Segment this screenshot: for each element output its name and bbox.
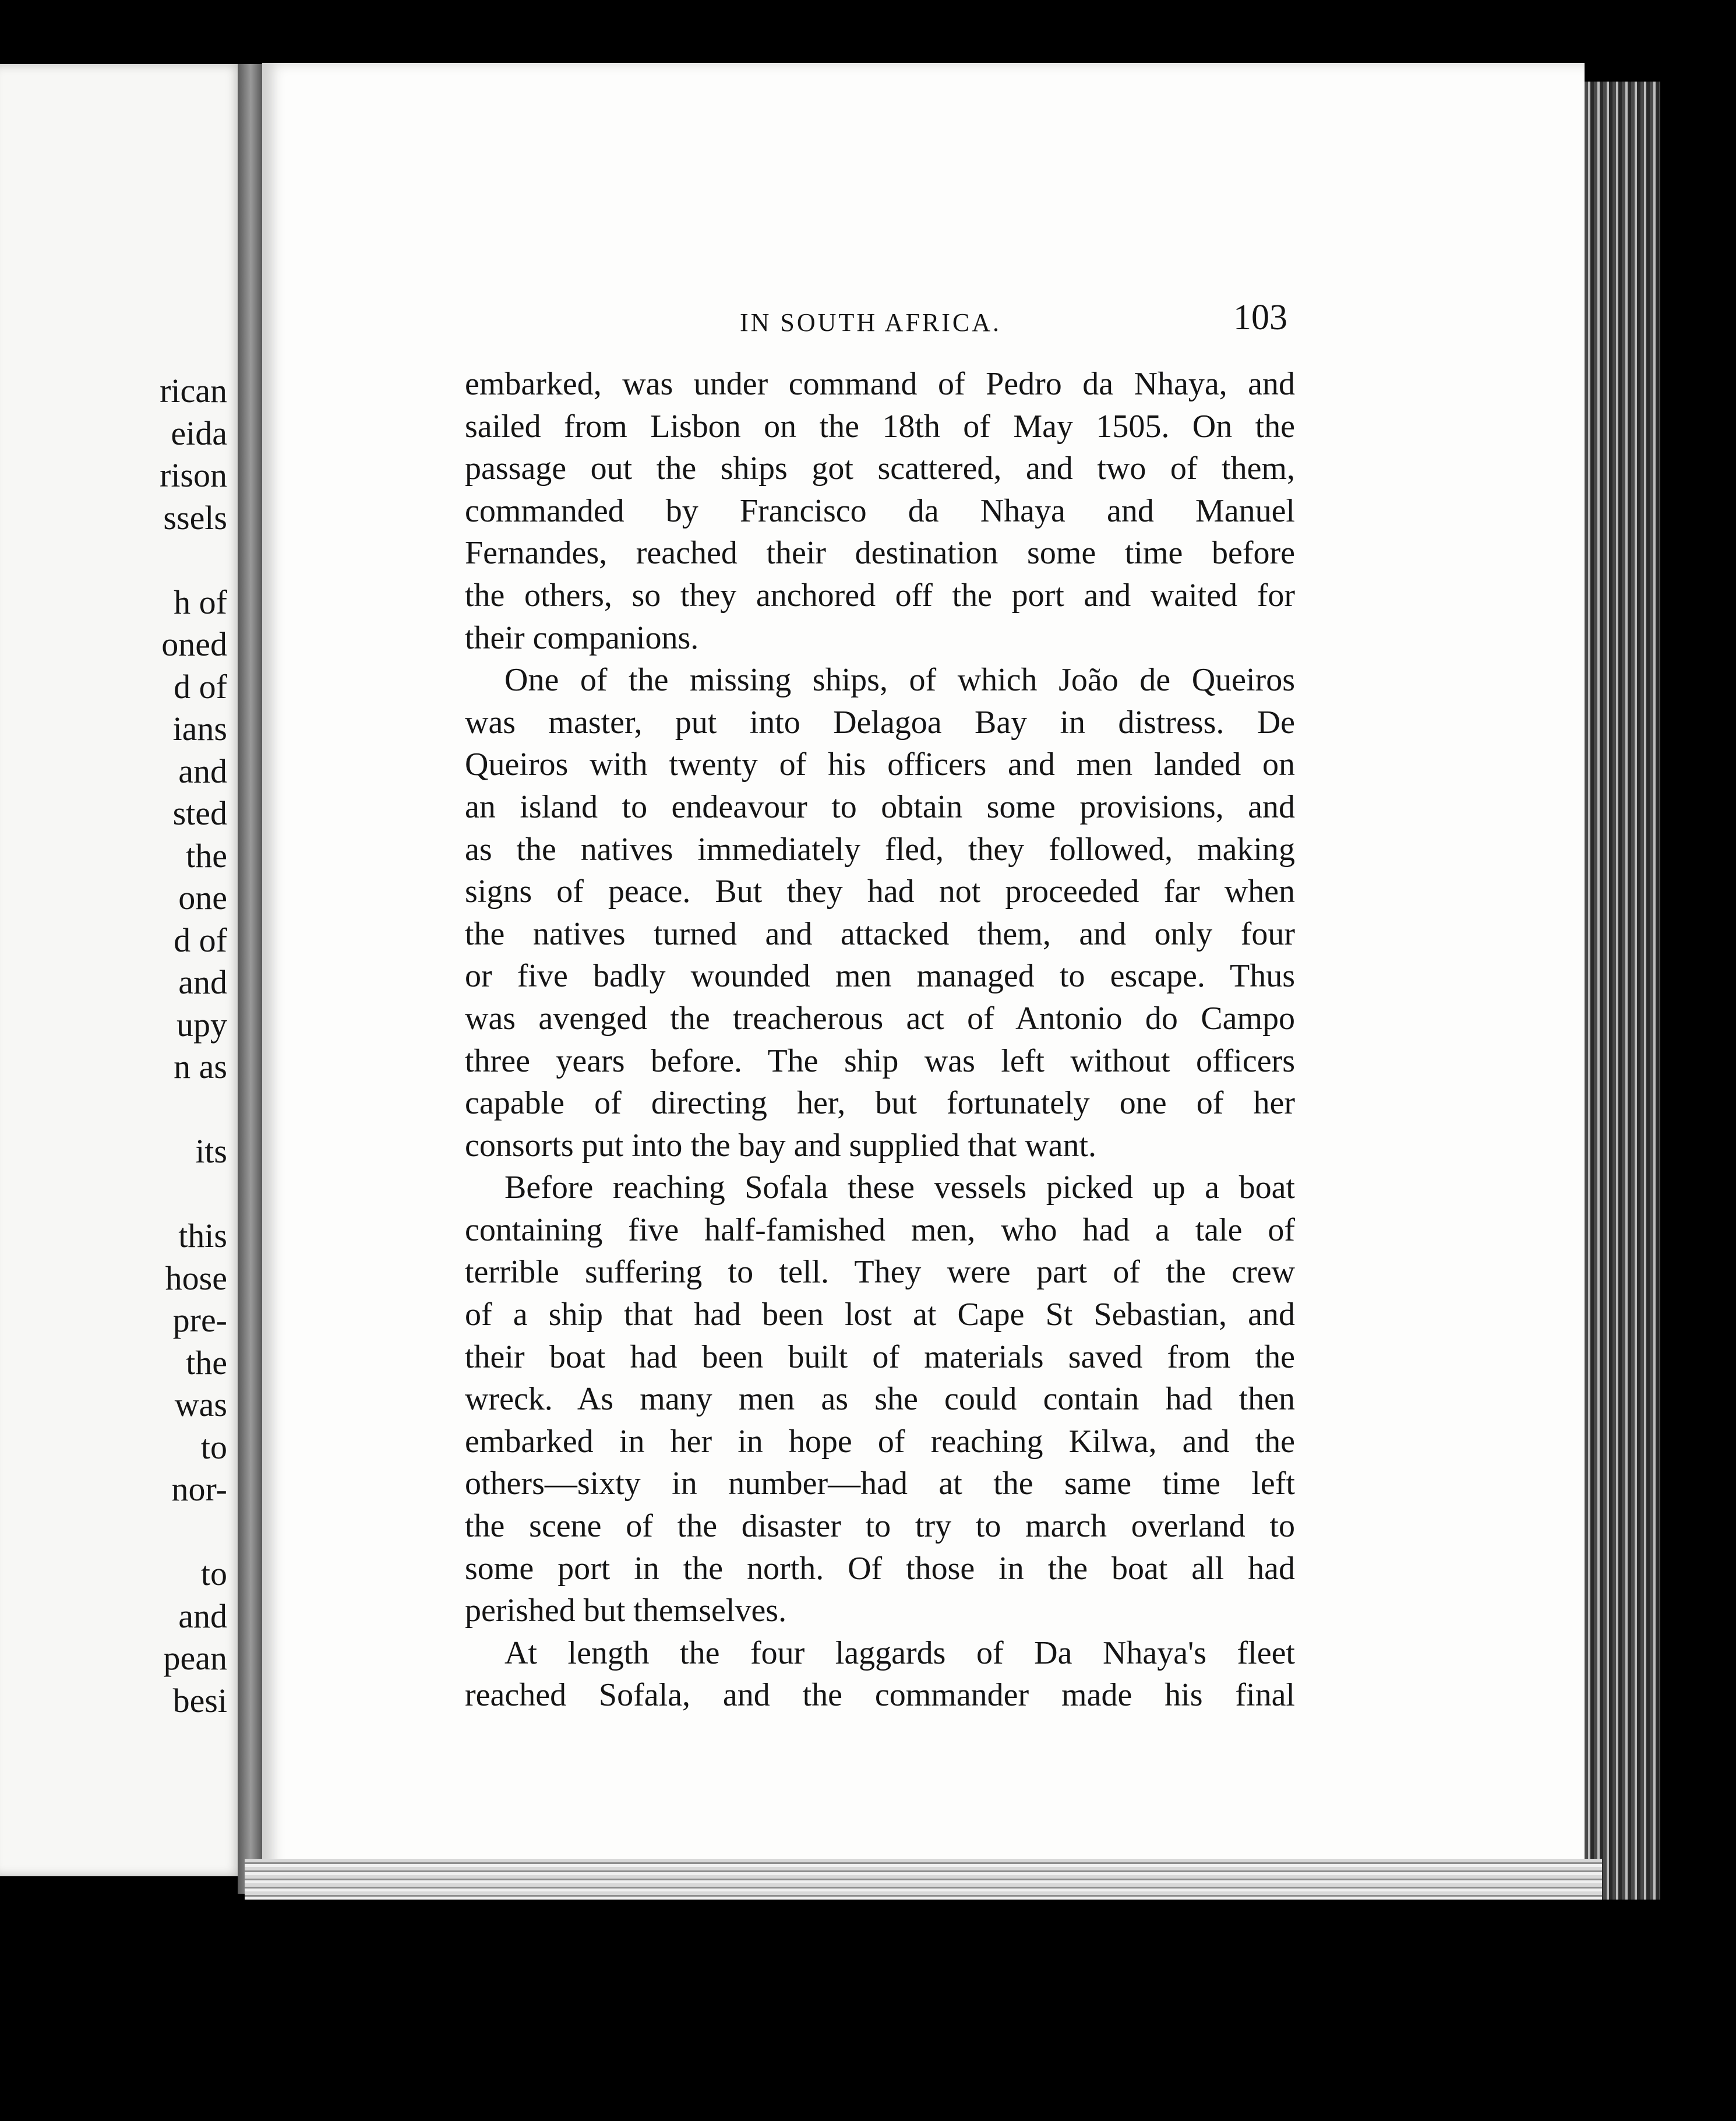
paragraph	[465, 659, 1295, 1167]
text-line: Before reaching Sofala these vessels picked up a boat	[504, 1169, 1295, 1206]
left-page-line: eida	[171, 414, 227, 452]
text-line: embarked in her in hope of reaching Kilwa, and the	[465, 1423, 1295, 1460]
left-page-line: and	[178, 1597, 227, 1635]
left-page-line	[17, 539, 227, 582]
left-page-line	[17, 1511, 227, 1553]
left-page-line: to	[200, 1555, 227, 1592]
left-page-line: n as	[174, 1048, 227, 1086]
text-line: the others, so they anchored off the port and waited for	[465, 577, 1295, 614]
left-page-line: sted	[172, 794, 227, 832]
left-page-text-fragments	[17, 370, 227, 1722]
left-page-line: the	[186, 836, 227, 875]
paragraph	[465, 1167, 1295, 1632]
left-page-line: d of	[174, 667, 227, 706]
text-line: of a ship that had been lost at Cape St Sebastian, and	[465, 1296, 1295, 1333]
text-line: was master, put into Delagoa Bay in distress. De	[465, 704, 1295, 741]
text-line: an island to endeavour to obtain some provisions, and	[465, 788, 1295, 825]
text-line: capable of directing her, but fortunately one of her	[465, 1085, 1295, 1122]
paragraph	[465, 363, 1295, 659]
left-page-line: rison	[160, 456, 227, 494]
text-line: their companions.	[465, 619, 699, 656]
text-line: as the natives immediately fled, they followed, making	[465, 831, 1295, 868]
text-line: the natives turned and attacked them, and only four	[465, 915, 1295, 952]
text-line: the scene of the disaster to try to march overland to	[465, 1508, 1295, 1545]
left-page-line: one	[178, 879, 227, 917]
left-page-line: pean	[163, 1639, 227, 1677]
text-line: wreck. As many men as she could contain had then	[465, 1381, 1295, 1418]
left-page-line: pre-	[172, 1301, 227, 1339]
left-page-line: ssels	[163, 498, 227, 537]
text-line: some port in the north. Of those in the boat all had	[465, 1550, 1295, 1587]
left-page-line: oned	[161, 625, 227, 663]
left-page-line	[17, 1088, 227, 1131]
left-page-line: nor-	[171, 1470, 227, 1508]
text-line: three years before. The ship was left without officers	[465, 1042, 1295, 1079]
text-line: perished but themselves.	[465, 1592, 787, 1629]
left-page-line: upy	[177, 1005, 227, 1044]
left-page-line: h of	[174, 583, 227, 621]
text-line: commanded by Francisco da Nhaya and Manuel	[465, 492, 1295, 529]
left-page-line: its	[195, 1132, 227, 1170]
text-line: was avenged the treacherous act of Antonio do Campo	[465, 1000, 1295, 1037]
page-edges-right	[1585, 82, 1660, 1900]
left-page-line: and	[178, 963, 227, 1001]
text-line: their boat had been built of materials saved from the	[465, 1338, 1295, 1375]
page-number: 103	[1233, 298, 1287, 337]
text-line: At length the four laggards of Da Nhaya's fleet	[504, 1634, 1295, 1671]
paragraph	[465, 1632, 1295, 1717]
left-facing-page	[0, 64, 245, 1876]
text-line: Fernandes, reached their destination some time before	[465, 535, 1295, 572]
left-page-line: and	[178, 752, 227, 790]
page-edges-bottom	[245, 1859, 1602, 1900]
left-page-line: was	[174, 1386, 227, 1424]
text-line: embarked, was under command of Pedro da Nhaya, and	[465, 366, 1295, 402]
left-page-line: besi	[172, 1681, 227, 1720]
body-text	[465, 363, 1295, 1717]
left-page-line: hose	[165, 1259, 227, 1297]
left-page-line: ians	[172, 710, 227, 748]
left-page-line: this	[178, 1217, 227, 1255]
text-line: containing five half-famished men, who had a tale of	[465, 1211, 1295, 1248]
text-line: passage out the ships got scattered, and two of them,	[465, 450, 1295, 487]
text-line: reached Sofala, and the commander made his final	[465, 1677, 1295, 1714]
left-page-line: to	[200, 1428, 227, 1466]
text-line: signs of peace. But they had not proceeded far when	[465, 873, 1295, 910]
left-page-line: d of	[174, 921, 227, 959]
text-line: others—sixty in number—had at the same time left	[465, 1465, 1295, 1502]
text-line: Queiros with twenty of his officers and men landed on	[465, 746, 1295, 783]
text-line: terrible suffering to tell. They were part of the crew	[465, 1254, 1295, 1291]
text-line: sailed from Lisbon on the 18th of May 1505. On the	[465, 408, 1295, 445]
text-line: One of the missing ships, of which João de Queiros	[504, 662, 1295, 699]
running-head-title: IN SOUTH AFRICA.	[740, 308, 1002, 337]
left-page-line: rican	[160, 372, 227, 410]
left-page-line	[17, 1173, 227, 1215]
text-line: or five badly wounded men managed to escape. Thus	[465, 958, 1295, 995]
running-head	[740, 297, 1287, 344]
text-line: consorts put into the bay and supplied that want.	[465, 1127, 1097, 1164]
left-page-line: the	[186, 1343, 227, 1382]
